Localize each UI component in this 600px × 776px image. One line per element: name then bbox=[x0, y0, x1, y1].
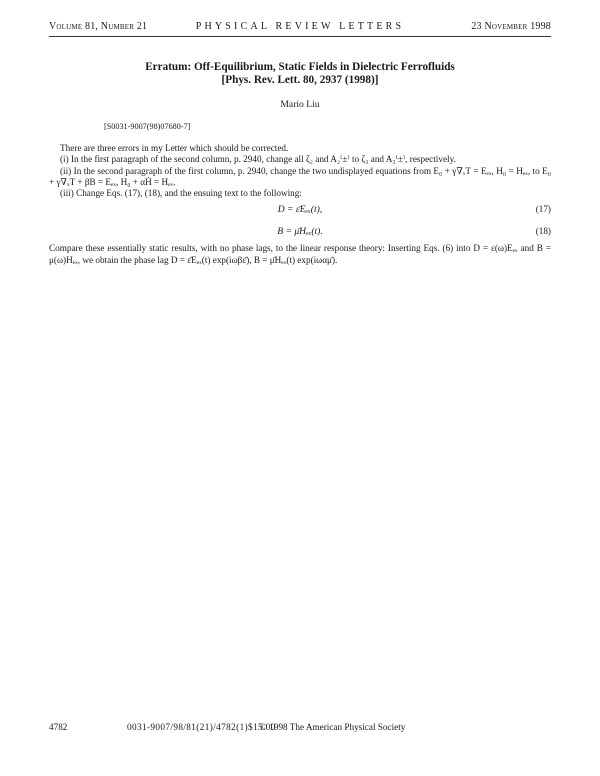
volume-number: Volume 81, Number 21 bbox=[49, 21, 148, 32]
equation-18-math: B = μ̄Hₑₓ(t). bbox=[277, 226, 323, 238]
copyright-notice: © 1998 The American Physical Society bbox=[260, 722, 406, 732]
page-number: 4782 bbox=[49, 722, 68, 732]
author-name: Mario Liu bbox=[280, 99, 320, 110]
journal-name: PHYSICAL REVIEW LETTERS bbox=[195, 21, 405, 32]
running-header bbox=[49, 21, 551, 35]
equation-18 bbox=[49, 223, 551, 243]
title-line-1: Erratum: Off-Equilibrium, Static Fields in Dielectric Ferrofluids bbox=[145, 61, 455, 73]
equation-17 bbox=[49, 201, 551, 221]
pacs-code: [S0031-9007(98)07680-7] bbox=[104, 122, 191, 131]
correction-item-3: (iii) Change Eqs. (17), (18), and the ensuing text to the following: bbox=[60, 188, 302, 199]
equation-18-number: (18) bbox=[535, 226, 551, 237]
correction-item-2: (ii) In the second paragraph of the first column, p. 2940, change the two undisplayed equations from E₀ + γ∇ₓT = Eₑₓ, H₀ = Hₑₓ, to E₀ + γ∇ₓT + βB = Eₑₓ, H₀ + αḢ = Hₑₓ. bbox=[49, 165, 551, 187]
article-body bbox=[49, 143, 551, 266]
equation-17-number: (17) bbox=[535, 204, 551, 215]
header-rule bbox=[49, 36, 551, 37]
article-code: 0031-9007/98/81(21)/4782(1)$15.00 bbox=[127, 722, 276, 732]
closing-paragraph: Compare these essentially static results, with no phase lags, to the linear response theory: Inserting Eqs. (6) into D = ε(ω)Eₑₓ and B = μ(ω)Hₑₓ, we obtain the phase lag D = ε̄Eₑₓ(t) exp(iωβε̄), B = μ̄Hₑₓ(t) exp(iωαμ̄). bbox=[49, 243, 551, 265]
equation-17-math: D = ε̄Eₑₓ(t), bbox=[277, 204, 323, 216]
article-title bbox=[49, 61, 551, 87]
intro-paragraph: There are three errors in my Letter which should be corrected. bbox=[60, 143, 289, 153]
issue-date: 23 November 1998 bbox=[471, 21, 551, 32]
correction-item-1: (i) In the first paragraph of the second column, p. 2940, change all ζ₂ and A₂⁽±⁾ to ζ₃ and A₃⁽±⁾, respectively. bbox=[60, 154, 456, 165]
title-line-2: [Phys. Rev. Lett. 80, 2937 (1998)] bbox=[221, 74, 379, 86]
